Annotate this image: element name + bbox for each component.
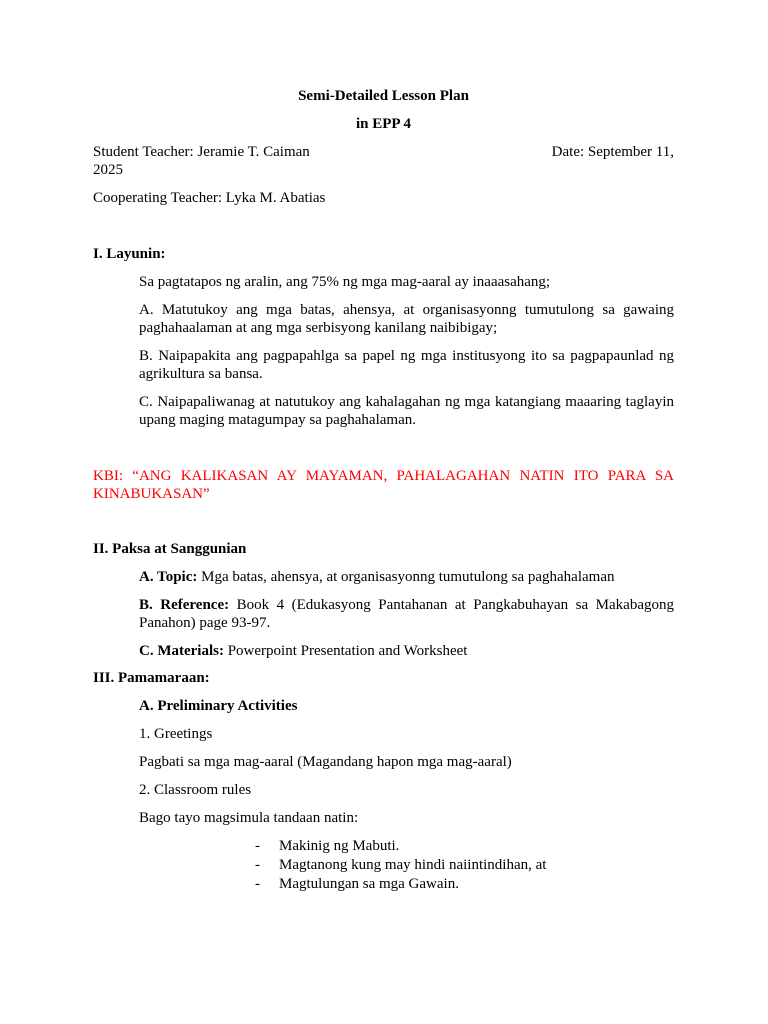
cooperating-teacher: Cooperating Teacher: Lyka M. Abatias	[93, 190, 326, 206]
greetings-heading: 1. Greetings	[139, 726, 213, 742]
layunin-heading: I. Layunin:	[93, 246, 166, 262]
document-page	[93, 0, 674, 1024]
reference-value: Book 4 (Edukasyong Pantahanan at Pangkabuhayan sa Makabagong Panahon) page 93-97.	[139, 597, 674, 631]
pamamaraan-heading: III. Pamamaraan:	[93, 670, 210, 686]
list-item	[93, 875, 628, 893]
bullet-text: Magtanong kung may hindi naiintindihan, at	[279, 857, 547, 873]
paksa-reference	[139, 596, 674, 632]
list-item	[93, 856, 628, 874]
kbi-statement: KBI: “ANG KALIKASAN AY MAYAMAN, PAHALAGAHAN NATIN ITO PARA SA KINABUKASAN”	[93, 468, 674, 502]
paksa-heading: II. Paksa at Sanggunian	[93, 541, 247, 557]
layunin-intro: Sa pagtatapos ng aralin, ang 75% ng mga mag-aaral ay inaaasahang;	[139, 274, 551, 290]
topic-value: Mga batas, ahensya, at organisasyonng tumutulong sa paghahalaman	[197, 569, 615, 585]
bullet-text: Magtulungan sa mga Gawain.	[279, 876, 459, 892]
preliminary-activities: A. Preliminary Activities	[139, 698, 298, 714]
layunin-item-a: A. Matutukoy ang mga batas, ahensya, at organisasyonng tumutulong sa gawaing paghahaalaman at ang mga serbisyong kanilang naibibigay;	[139, 302, 674, 336]
pagbati-text: Pagbati sa mga mag-aaral (Magandang hapon mga mag-aaral)	[139, 754, 512, 770]
bullet-text: Makinig ng Mabuti.	[279, 838, 400, 854]
bullet-dash: -	[255, 838, 260, 854]
paksa-topic	[139, 568, 674, 586]
bullet-dash: -	[255, 857, 260, 873]
bullet-dash: -	[255, 876, 260, 892]
title-line-1: Semi-Detailed Lesson Plan	[298, 88, 469, 104]
date-label: Date: September 11,	[551, 144, 674, 160]
layunin-item-c: C. Naipapaliwanag at natutukoy ang kahalagahan ng mga katangiang maaaring taglayin upang maging matagumpay sa paghahalaman.	[139, 394, 674, 428]
paksa-materials	[139, 642, 674, 660]
student-teacher: Student Teacher: Jeramie T. Caiman	[93, 144, 310, 160]
reference-label: B. Reference:	[139, 597, 230, 613]
materials-label: C. Materials:	[139, 643, 224, 659]
bago-text: Bago tayo magsimula tandaan natin:	[139, 810, 359, 826]
layunin-item-b: B. Naipapakita ang pagpapahlga sa papel ng mga institusyong ito sa pagpapaunlad ng agrikultura sa bansa.	[139, 348, 674, 382]
date-year: 2025	[93, 162, 123, 178]
list-item	[93, 837, 628, 855]
title-line-2: in EPP 4	[355, 116, 411, 132]
classroom-rules-heading: 2. Classroom rules	[139, 782, 252, 798]
materials-value: Powerpoint Presentation and Worksheet	[223, 643, 468, 659]
topic-label: A. Topic:	[139, 569, 198, 585]
